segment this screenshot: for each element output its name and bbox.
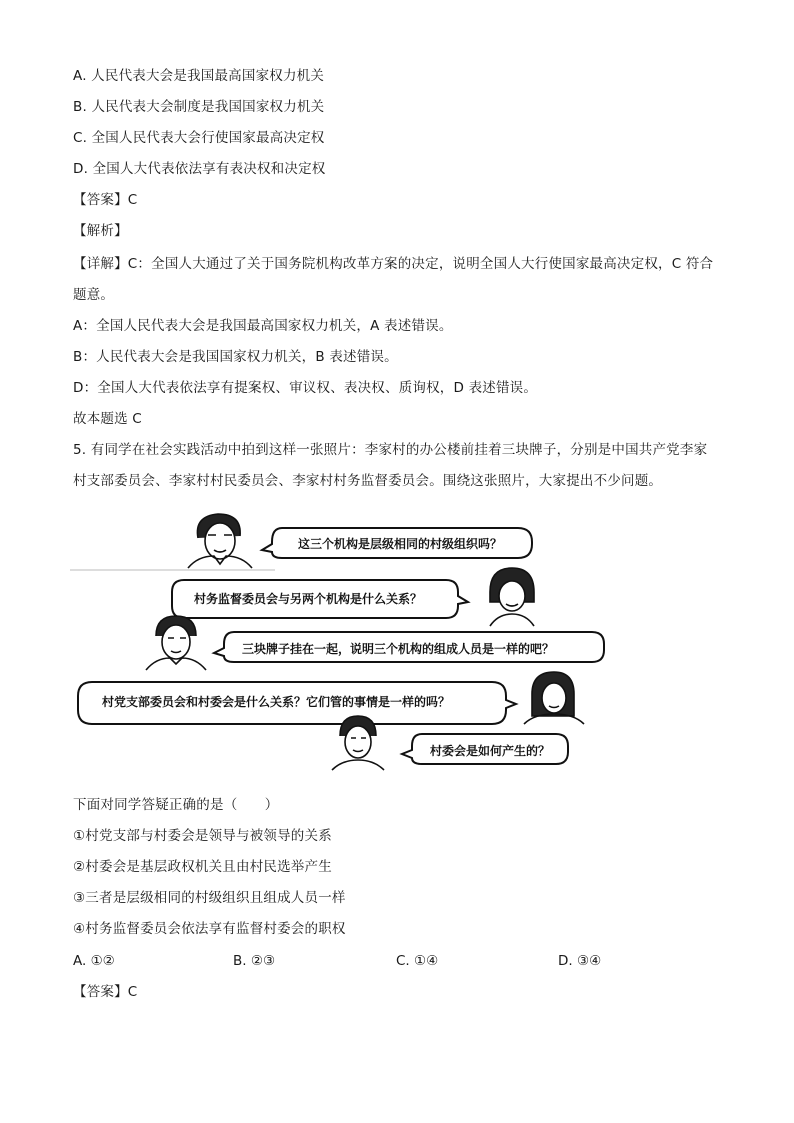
q5-stem-line-1: 5. 有同学在社会实践活动中拍到这样一张照片：李家村的办公楼前挂着三块牌子，分别是中国共产党李家 xyxy=(73,442,708,458)
q5-choice-b: B. ②③ xyxy=(233,953,276,969)
q5-stem-line-2: 村支部委员会、李家村村民委员会、李家村村务监督委员会。围绕这张照片，大家提出不少问题。 xyxy=(73,473,663,489)
q5-choice-c: C. ①④ xyxy=(396,953,439,969)
q4-detail-b: B：人民代表大会是我国国家权力机关，B 表述错误。 xyxy=(73,349,398,365)
q5-statement-2: ②村委会是基层政权机关且由村民选举产生 xyxy=(73,859,332,875)
q5-statement-1: ①村党支部与村委会是领导与被领导的关系 xyxy=(73,828,332,844)
q5-choice-a: A. ①② xyxy=(73,953,115,969)
q4-option-b: B. 人民代表大会制度是我国国家权力机关 xyxy=(73,99,325,115)
speech-bubble-2 xyxy=(172,580,468,618)
q4-option-c: C. 全国人民代表大会行使国家最高决定权 xyxy=(73,130,325,146)
q5-statement-4: ④村务监督委员会依法享有监督村委会的职权 xyxy=(73,921,346,937)
speech-bubble-1 xyxy=(262,528,532,558)
speech-bubble-1-text: 这三个机构是层级相同的村级组织吗？ xyxy=(298,537,503,551)
q4-option-d: D. 全国人大代表依法享有表决权和决定权 xyxy=(73,161,326,177)
q4-detail-line-1: 【详解】C：全国人大通过了关于国务院机构改革方案的决定，说明全国人大行使国家最高决定权，C 符合 xyxy=(73,256,714,272)
q4-detail-d: D：全国人大代表依法享有提案权、审议权、表决权、质询权，D 表述错误。 xyxy=(73,380,538,396)
q4-option-a: A. 人民代表大会是我国最高国家权力机关 xyxy=(73,68,325,84)
student-3-portrait xyxy=(146,616,206,670)
q5-statement-3: ③三者是层级相同的村级组织且组成人员一样 xyxy=(73,890,346,906)
speech-bubble-5 xyxy=(402,734,568,764)
q4-detail-line-2: 题意。 xyxy=(73,287,115,303)
q5-prompt: 下面对同学答疑正确的是（ ） xyxy=(73,797,279,813)
speech-bubble-5-text: 村委会是如何产生的？ xyxy=(430,744,551,758)
q4-detail-a: A：全国人民代表大会是我国最高国家权力机关，A 表述错误。 xyxy=(73,318,453,334)
speech-bubble-2-text: 村务监督委员会与另两个机构是什么关系？ xyxy=(194,592,423,606)
student-4-portrait xyxy=(524,672,584,724)
speech-bubble-4-text: 村党支部委员会和村委会是什么关系？它们管的事情是一样的吗？ xyxy=(102,695,451,709)
speech-bubble-3 xyxy=(214,632,604,662)
q4-answer: 【答案】C xyxy=(73,192,138,208)
speech-bubble-4 xyxy=(78,682,516,724)
q4-analysis-label: 【解析】 xyxy=(73,223,128,239)
discussion-illustration xyxy=(70,508,630,776)
speech-bubble-3-text: 三块牌子挂在一起，说明三个机构的组成人员是一样的吧？ xyxy=(242,642,555,656)
q4-conclusion: 故本题选 C xyxy=(73,411,142,427)
q5-answer: 【答案】C xyxy=(73,984,138,1000)
student-2-portrait xyxy=(490,568,534,626)
student-1-portrait xyxy=(188,514,252,568)
q5-choice-d: D. ③④ xyxy=(558,953,602,969)
